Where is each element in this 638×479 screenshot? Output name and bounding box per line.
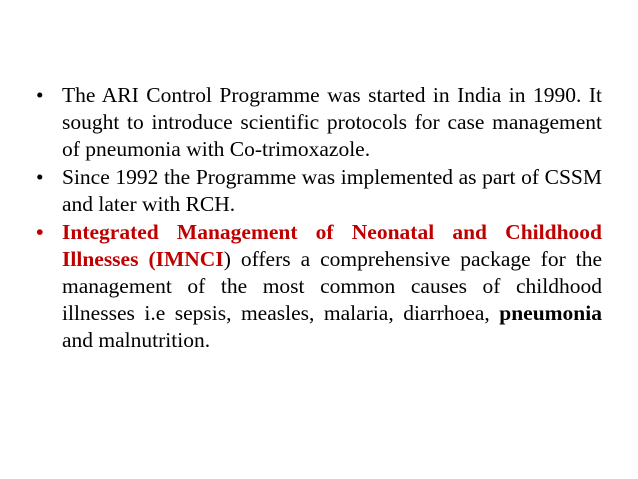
- bullet-text: The ARI Control Programme was started in India in 1990. It sought to introduce scientific protocols for case management of pneumonia with Co-trimoxazole.: [62, 83, 602, 161]
- bullet-imnci: [36, 219, 602, 354]
- bullet-text-tail: and malnutrition.: [62, 328, 211, 352]
- bullet-marker: •: [36, 220, 44, 244]
- bullet-marker: •: [36, 83, 44, 107]
- imnci-highlight-text: Integrated Management of Neonatal and Childhood Illnesses (IMNCI: [62, 220, 602, 271]
- pneumonia-bold-text: pneumonia: [499, 301, 602, 325]
- bullet-text: Since 1992 the Programme was implemented as part of CSSM and later with RCH.: [62, 165, 602, 216]
- bullet-text: ) offers a comprehensive package for the management of the most common causes of childhood illnesses i.e sepsis, measles, malaria, diarrhoea,: [62, 247, 603, 325]
- bullet-cssm-rch: [36, 164, 602, 218]
- bullet-marker: •: [36, 165, 44, 189]
- bullet-ari-programme: [36, 82, 602, 163]
- bullet-list: [36, 82, 602, 355]
